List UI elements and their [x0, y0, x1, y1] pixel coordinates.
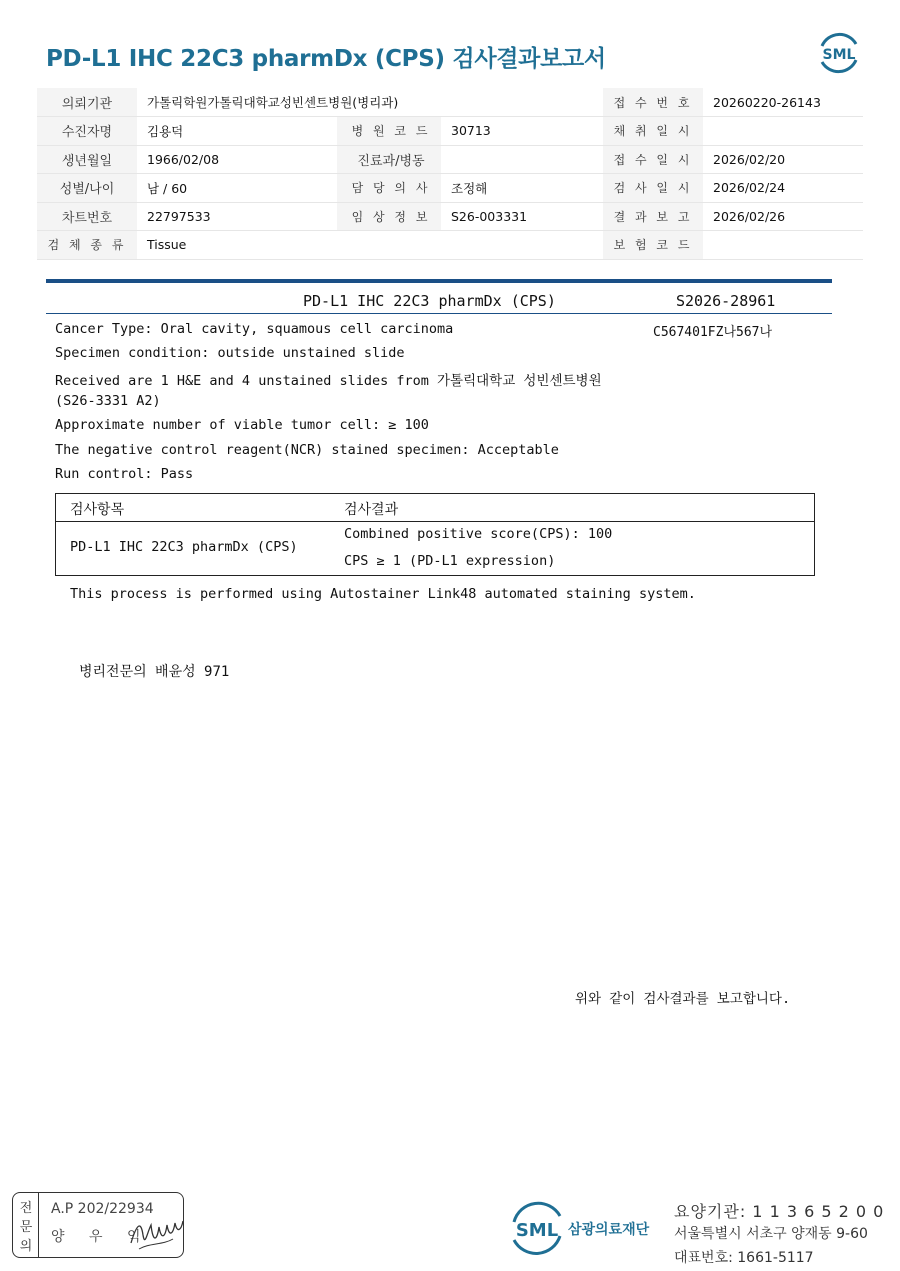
patient-value: 김용덕 — [137, 117, 337, 146]
sex-age-label: 성별/나이 — [37, 174, 137, 203]
process-note: This process is performed using Autostainer Link48 automated staining system. — [70, 586, 696, 602]
chart-no-value: 22797533 — [137, 202, 337, 231]
report-header — [46, 292, 832, 314]
closing-statement: 위와 같이 검사결과를 보고합니다. — [575, 991, 791, 1007]
institution-label: 의뢰기관 — [37, 88, 137, 117]
report-date-value: 2026/02/26 — [703, 202, 863, 231]
table-row — [37, 231, 863, 260]
stamp-side-char: 문 — [19, 1220, 33, 1235]
sml-logo-icon — [816, 30, 862, 76]
test-date-value: 2026/02/24 — [703, 174, 863, 203]
report-line-cancer-type: Cancer Type: Oral cavity, squamous cell carcinoma — [55, 321, 454, 337]
report-sample-code: S2026-28961 — [676, 292, 776, 310]
report-line-specimen-condition: Specimen condition: outside unstained slide — [55, 345, 405, 361]
footer-address: 서울특별시 서초구 양재동 9-60 — [674, 1226, 868, 1242]
table-row — [37, 174, 863, 203]
clinical-info-value: S26-003331 — [441, 202, 599, 231]
hospital-code-label: 병 원 코 드 — [341, 117, 441, 146]
svg-text:SML: SML — [822, 47, 856, 63]
receipt-no-value: 20260220-26143 — [703, 88, 863, 117]
table-row — [37, 145, 863, 174]
dept-label: 진료과/병동 — [341, 145, 441, 174]
collection-date-value — [703, 117, 863, 146]
svg-text:삼광의료재단: 삼광의료재단 — [568, 1222, 650, 1238]
report-date-label: 결 과 보 고 — [603, 202, 703, 231]
footer-sml-logo-icon — [510, 1198, 670, 1258]
report-line-ncr: The negative control reagent(NCR) stained specimen: Acceptable — [55, 442, 559, 458]
section-divider — [46, 279, 832, 283]
footer-contact — [674, 1199, 884, 1271]
result-table — [55, 493, 815, 576]
stamp-ap-number: A.P 202/22934 — [51, 1201, 154, 1217]
report-line-run-control: Run control: Pass — [55, 466, 194, 482]
table-row — [37, 117, 863, 146]
table-row — [37, 88, 863, 117]
report-side-code: C567401FZ나567나 — [653, 325, 773, 340]
footer-phone: 대표번호: 1661-5117 — [674, 1250, 814, 1266]
clinical-info-label: 임 상 정 보 — [341, 202, 441, 231]
report-line-received: Received are 1 H&E and 4 unstained slides from 가톨릭대학교 성빈센트병원 — [55, 373, 602, 389]
insurance-code-value — [703, 231, 863, 260]
receipt-date-label: 접 수 일 시 — [603, 145, 703, 174]
svg-text:SML: SML — [515, 1220, 559, 1241]
result-cps-interpretation: CPS ≥ 1 (PD-L1 expression) — [344, 553, 556, 569]
result-header-item: 검사항목 — [70, 502, 125, 518]
doctor-value: 조정해 — [441, 174, 599, 203]
institution-value: 가톨릭학원가톨릭대학교성빈센트병원(병리과) — [137, 88, 599, 117]
stamp-name: 양 우 익 — [51, 1229, 151, 1245]
patient-label: 수진자명 — [37, 117, 137, 146]
receipt-no-label: 접 수 번 호 — [603, 88, 703, 117]
receipt-date-value: 2026/02/20 — [703, 145, 863, 174]
table-row — [37, 202, 863, 231]
stamp-side-char: 전 — [19, 1201, 33, 1216]
specimen-type-label: 검 체 종 류 — [37, 231, 137, 260]
dob-value: 1966/02/08 — [137, 145, 337, 174]
result-header-result: 검사결과 — [344, 502, 399, 518]
pathologist-signature-line: 병리전문의 배윤성 971 — [79, 664, 230, 680]
doctor-label: 담 당 의 사 — [341, 174, 441, 203]
result-item: PD-L1 IHC 22C3 pharmDx (CPS) — [70, 539, 298, 555]
chart-no-label: 차트번호 — [37, 202, 137, 231]
report-line-tumor-cell: Approximate number of viable tumor cell: ≥ 100 — [55, 417, 429, 433]
handwritten-signature-icon — [129, 1213, 185, 1253]
collection-date-label: 채 취 일 시 — [603, 117, 703, 146]
report-test-name: PD-L1 IHC 22C3 pharmDx (CPS) — [303, 292, 556, 310]
hospital-code-value: 30713 — [441, 117, 599, 146]
result-cps-score: Combined positive score(CPS): 100 — [344, 526, 613, 542]
test-date-label: 검 사 일 시 — [603, 174, 703, 203]
footer-care-number: 요양기관: 1 1 3 6 5 2 0 0 — [674, 1202, 885, 1221]
insurance-code-label: 보 험 코 드 — [603, 231, 703, 260]
report-line-slide-id: (S26-3331 A2) — [55, 393, 161, 409]
stamp-side-char: 의 — [19, 1239, 33, 1254]
sex-age-value: 남 / 60 — [137, 174, 337, 203]
pathologist-stamp — [12, 1192, 184, 1258]
document-title: PD-L1 IHC 22C3 pharmDx (CPS) 검사결과보고서 — [46, 46, 606, 72]
specimen-type-value: Tissue — [137, 231, 599, 260]
result-table-header — [56, 494, 814, 522]
dept-value — [441, 145, 599, 174]
dob-label: 생년월일 — [37, 145, 137, 174]
patient-info-table — [37, 88, 863, 260]
